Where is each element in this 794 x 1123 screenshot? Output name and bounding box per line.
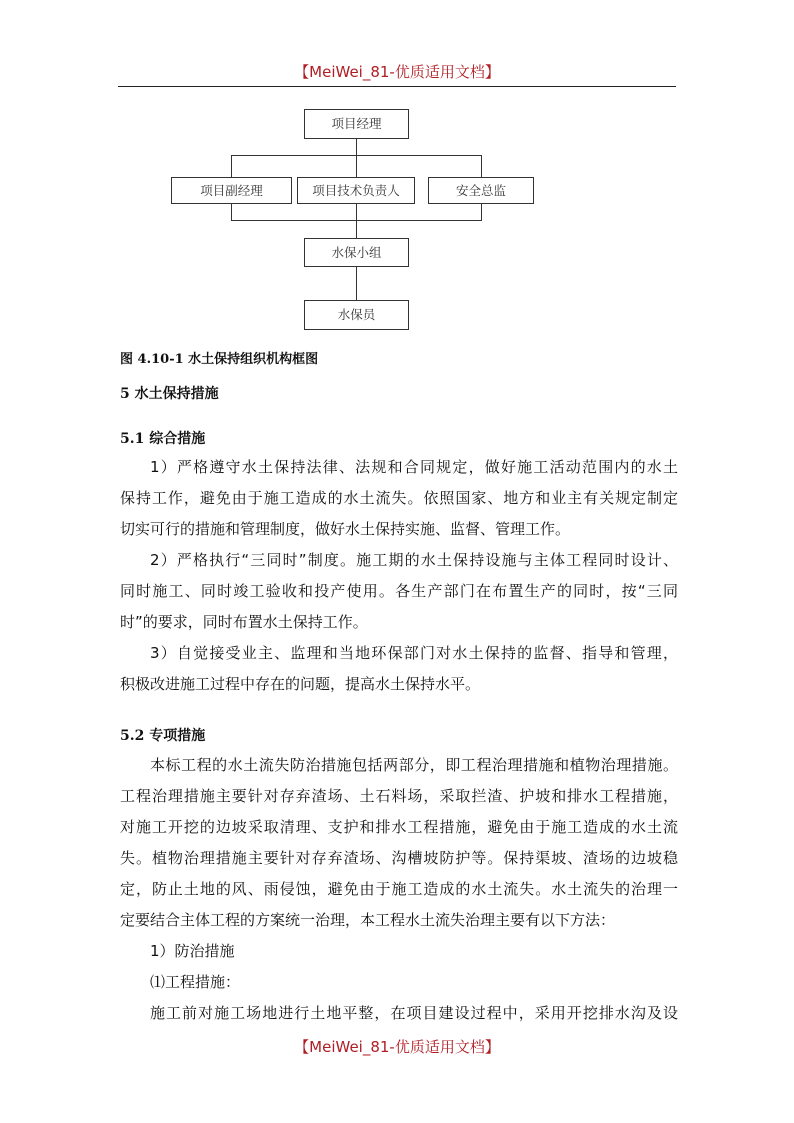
- text-line: 本标工程的水土流失防治措施包括两部分，即工程治理措施和植物治理措施。: [150, 756, 678, 774]
- section-5-1-paragraph-2: [120, 545, 678, 638]
- text-line: 同时施工、同时竣工验收和投产使用。各生产部门在布置生产的同时，按“三同: [120, 582, 678, 600]
- connector-right-up: [481, 204, 482, 220]
- text-line: 积极改进施工过程中存在的问题，提高水土保持水平。: [120, 675, 481, 693]
- text-line: 工程治理措施主要针对存弃渣场、土石料场，采取拦渣、护坡和排水工程措施，: [120, 787, 678, 805]
- page-header: 【MeiWei_81-优质适用文档】: [294, 63, 500, 81]
- text-line: 切实可行的措施和管理制度，做好水土保持实施、监督、管理工作。: [120, 520, 571, 538]
- text-line: 保持工作，避免由于施工造成的水土流失。依照国家、地方和业主有关规定制定: [120, 489, 678, 507]
- text-line: 定，防止土地的风、雨侵蚀，避免由于施工造成的水土流失。水土流失的治理一: [120, 880, 678, 898]
- connector-to-group: [356, 220, 357, 238]
- org-box-water-conservation-group: 水保小组: [304, 238, 409, 267]
- connector-left-up: [231, 204, 232, 220]
- text-line: 3）自觉接受业主、监理和当地环保部门对水土保持的监督、指导和管理，: [150, 644, 678, 662]
- text-line: 对施工开挖的边坡采取清理、支护和排水工程措施，避免由于施工造成的水土流: [120, 818, 678, 836]
- list-item: 1）防治措施: [150, 942, 235, 960]
- section-5-2-item-1: [120, 936, 678, 967]
- header-divider: [118, 86, 676, 87]
- org-box-project-manager: 项目经理: [304, 109, 409, 139]
- org-box-technical-lead: 项目技术负责人: [297, 177, 415, 204]
- org-box-deputy-manager: 项目副经理: [171, 177, 292, 204]
- org-box-safety-director: 安全总监: [428, 177, 534, 204]
- connector-mid-down: [356, 155, 357, 177]
- section-5-2-item-1-1: [120, 967, 678, 998]
- section-5-1-paragraph-3: [120, 638, 678, 700]
- connector-top-vertical: [356, 139, 357, 155]
- text-line: 2）严格执行“三同时”制度。施工期的水土保持设施与主体工程同时设计、: [150, 551, 678, 569]
- connector-mid-up: [356, 204, 357, 220]
- text-line: 定要结合主体工程的方案统一治理，本工程水土流失治理主要有以下方法：: [120, 911, 616, 929]
- text-line: 失。植物治理措施主要针对存弃渣场、沟槽坡防护等。保持渠坡、渣场的边坡稳: [120, 849, 678, 867]
- section-5-1-paragraph-1: [120, 452, 678, 545]
- page-footer: 【MeiWei_81-优质适用文档】: [294, 1038, 500, 1056]
- section-5-heading: 5 水土保持措施: [120, 386, 219, 402]
- section-5-2-paragraph-1: [120, 750, 678, 936]
- connector-left-down: [231, 155, 232, 177]
- section-5-2-heading: 5.2 专项措施: [120, 728, 206, 744]
- section-5-1-heading: 5.1 综合措施: [120, 431, 206, 447]
- section-5-2-paragraph-2: [120, 998, 678, 1029]
- list-item: ⑴工程措施：: [150, 973, 241, 991]
- connector-right-down: [481, 155, 482, 177]
- figure-caption: 图 4.10-1 水土保持组织机构框图: [120, 352, 319, 367]
- text-line: 时”的要求，同时布置水土保持工作。: [120, 613, 368, 631]
- connector-to-member: [356, 267, 357, 300]
- text-line: 1）严格遵守水土保持法律、法规和合同规定，做好施工活动范围内的水土: [150, 458, 678, 476]
- text-line: 施工前对施工场地进行土地平整，在项目建设过程中，采用开挖排水沟及设: [150, 1004, 678, 1022]
- org-box-water-conservation-member: 水保员: [304, 300, 409, 330]
